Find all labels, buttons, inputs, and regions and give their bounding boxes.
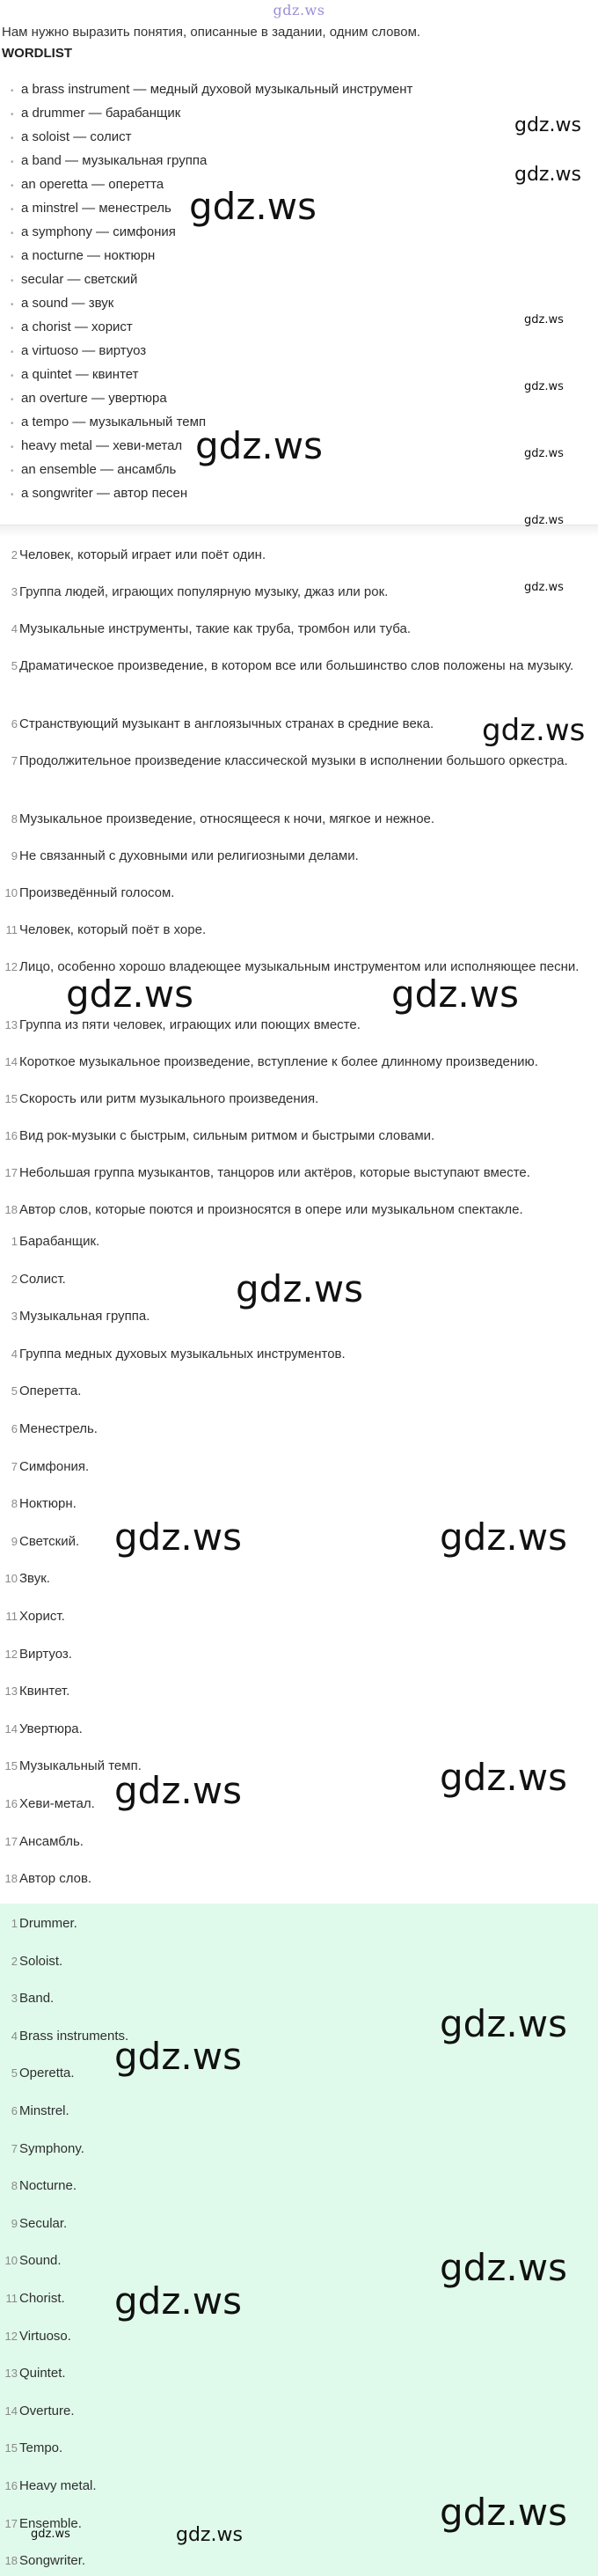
answer-row (0, 1680, 591, 1703)
answer-row (0, 1912, 591, 1935)
answer-row (0, 1643, 591, 1666)
watermark: gdz.ws (391, 972, 519, 1016)
answer-row (0, 1493, 591, 1516)
item-text: Виртуоз. (19, 1646, 72, 1662)
item-number: 2 (11, 1954, 18, 1968)
bullet-icon: • (11, 158, 14, 167)
item-number: 11 (5, 923, 18, 936)
item-number: 17 (4, 2516, 18, 2530)
item-text: Короткое музыкальное произведение, вступление к более длинному произведению. (19, 1054, 538, 1069)
item-text: Музыкальная группа. (19, 1309, 150, 1325)
item-number: 2 (11, 1272, 18, 1286)
watermark: gdz.ws (440, 2246, 567, 2289)
item-number: 1 (11, 1235, 18, 1248)
bullet-icon: • (11, 371, 14, 381)
watermark: gdz.ws (524, 380, 564, 393)
wordlist-item-text: a drummer — барабанщик (21, 106, 181, 121)
wordlist-item-text: a minstrel — менестрель (21, 201, 171, 216)
bullet-icon: • (11, 466, 14, 476)
wordlist-item-text: a soloist — солист (21, 129, 132, 144)
item-text: Вид рок-музыки с быстрым, сильным ритмом и быстрыми словами. (19, 1128, 435, 1143)
item-number: 13 (4, 1018, 18, 1031)
watermark: gdz.ws (31, 2528, 70, 2541)
wordlist-item-text: heavy metal — хеви-метал (21, 438, 183, 453)
wordlist-item (11, 101, 573, 125)
answer-row (0, 2437, 591, 2460)
item-number: 11 (5, 1610, 18, 1623)
answer-row (0, 1230, 591, 1253)
watermark: gdz.ws (440, 1756, 567, 1799)
wordlist-item-text: a band — музыкальная группа (21, 153, 208, 168)
item-text: Симфония. (19, 1458, 90, 1474)
definition-row (0, 1199, 591, 1222)
watermark: gdz.ws (236, 1267, 363, 1310)
wordlist-item-text: a brass instrument — медный духовой музыкальный инструмент (21, 82, 413, 97)
watermark: gdz.ws (524, 581, 564, 594)
task-intro: Нам нужно выразить понятия, описанные в задании, одним словом. (2, 25, 421, 40)
item-number: 16 (4, 2479, 18, 2492)
watermark: gdz.ws (514, 164, 581, 186)
wordlist-item-text: a tempo — музыкальный темп (21, 415, 207, 429)
item-number: 13 (4, 1684, 18, 1699)
item-text: Человек, который поёт в хоре. (19, 922, 207, 937)
bullet-icon: • (11, 490, 14, 500)
watermark: gdz.ws (189, 185, 317, 228)
item-text: Продолжительное произведение классической музыки в исполнении большого оркестра. (19, 753, 568, 768)
item-number: 14 (4, 1721, 18, 1736)
item-text: Soloist. (19, 1953, 63, 1969)
item-number: 1 (11, 1917, 18, 1930)
answer-row (0, 1831, 591, 1853)
item-number: 16 (4, 1797, 18, 1810)
item-text: Звук. (19, 1571, 50, 1587)
item-number: 4 (11, 622, 18, 635)
definition-row (0, 1014, 591, 1037)
answer-row (0, 2100, 591, 2123)
item-text: Ensemble. (19, 2515, 82, 2531)
item-number: 11 (5, 2292, 18, 2305)
item-number: 12 (4, 960, 18, 973)
item-number: 14 (4, 1055, 18, 1068)
item-text: Группа медных духовых музыкальных инструментов. (19, 1346, 346, 1361)
item-text: Overture. (19, 2403, 75, 2418)
answer-row (0, 1418, 591, 1441)
watermark: gdz.ws (114, 2279, 242, 2323)
bullet-icon: • (11, 110, 14, 120)
item-text: Хорист. (19, 1609, 65, 1624)
item-number: 5 (11, 659, 18, 672)
definition-row (0, 618, 591, 641)
item-text: Музыкальный темп. (19, 1758, 142, 1774)
wordlist-item (11, 291, 573, 315)
item-number: 7 (11, 754, 18, 767)
wordlist-item-text: a chorist — хорист (21, 319, 133, 334)
item-number: 14 (4, 2404, 18, 2418)
item-text: Группа из пяти человек, играющих или поющих вместе. (19, 1017, 361, 1032)
item-number: 15 (4, 2441, 18, 2455)
item-text: Quintet. (19, 2366, 66, 2382)
item-text: Tempo. (19, 2440, 63, 2456)
bullet-icon: • (11, 419, 14, 429)
item-text: Странствующий музыкант в англоязычных странах в средние века. (19, 716, 434, 731)
wordlist-item-text: a nocturne — ноктюрн (21, 248, 156, 263)
watermark: gdz.ws (114, 2035, 242, 2078)
definition-row (0, 845, 591, 868)
item-number: 8 (11, 812, 18, 826)
item-text: Не связанный с духовными или религиозными делами. (19, 848, 359, 863)
item-number: 4 (11, 1347, 18, 1361)
item-text: Группа людей, играющих популярную музыку, джаз или рок. (19, 584, 389, 599)
answer-row (0, 1380, 591, 1403)
item-text: Оперетта. (19, 1383, 82, 1399)
item-text: Человек, который играет или поёт один. (19, 547, 266, 562)
wordlist-item (11, 77, 573, 101)
item-number: 17 (4, 1834, 18, 1848)
bullet-icon: • (11, 253, 14, 262)
answer-row (0, 1950, 591, 1973)
item-number: 16 (4, 1129, 18, 1142)
item-text: Небольшая группа музыкантов, танцоров или актёров, которые выступают вместе. (19, 1165, 530, 1180)
item-number: 3 (11, 585, 18, 598)
wordlist-item-text: a symphony — симфония (21, 224, 176, 239)
item-number: 10 (4, 2254, 18, 2268)
wordlist-item (11, 339, 573, 363)
definition-row (0, 544, 591, 567)
bullet-icon: • (11, 395, 14, 405)
bullet-icon: • (11, 205, 14, 215)
item-number: 13 (4, 2367, 18, 2381)
wordlist-item (11, 481, 573, 505)
bullet-icon: • (11, 134, 14, 143)
definition-row (0, 1162, 591, 1185)
item-text: Songwriter. (19, 2553, 86, 2569)
item-number: 4 (11, 2029, 18, 2043)
item-number: 17 (4, 1166, 18, 1179)
bullet-icon: • (11, 181, 14, 191)
item-number: 6 (11, 717, 18, 730)
answer-row (0, 2138, 591, 2161)
section-divider (0, 525, 598, 537)
watermark: gdz.ws (114, 1769, 242, 1812)
item-text: Band. (19, 1991, 55, 2007)
item-text: Brass instruments. (19, 2028, 129, 2044)
item-number: 15 (4, 1759, 18, 1773)
item-number: 18 (4, 2554, 18, 2568)
answer-row (0, 2400, 591, 2423)
site-logo: gdz.ws (273, 2, 325, 18)
definition-row (0, 919, 591, 942)
definition-row (0, 1088, 591, 1111)
wordlist-item (11, 125, 573, 149)
item-number: 9 (11, 849, 18, 862)
watermark: gdz.ws (176, 2524, 243, 2546)
wordlist-item-text: an operetta — оперетта (21, 177, 164, 192)
watermark: gdz.ws (514, 114, 581, 136)
definition-row (0, 750, 591, 773)
item-number: 9 (11, 2216, 18, 2230)
item-text: Увертюра. (19, 1721, 83, 1736)
bullet-icon: • (11, 348, 14, 357)
bullet-icon: • (11, 324, 14, 334)
watermark: gdz.ws (195, 424, 323, 467)
wordlist-item-text: a sound — звук (21, 296, 114, 311)
item-number: 8 (11, 2179, 18, 2193)
item-text: Скорость или ритм музыкального произведения. (19, 1091, 319, 1106)
answer-row (0, 2062, 591, 2085)
answer-row (0, 2550, 591, 2572)
item-text: Nocturne. (19, 2178, 77, 2194)
wordlist-item-text: an ensemble — ансамбль (21, 462, 177, 477)
item-text: Virtuoso. (19, 2328, 71, 2344)
wordlist-item-text: a songwriter — автор песен (21, 486, 188, 501)
item-number: 12 (4, 1647, 18, 1661)
item-number: 9 (11, 1534, 18, 1548)
item-number: 8 (11, 1497, 18, 1511)
item-text: Хеви-метал. (19, 1796, 95, 1811)
item-text: Музыкальные инструменты, такие как труба, тромбон или туба. (19, 621, 411, 636)
item-text: Барабанщик. (19, 1234, 100, 1249)
answer-row (0, 2175, 591, 2198)
watermark: gdz.ws (524, 447, 564, 460)
bullet-icon: • (11, 229, 14, 239)
wordlist-item-text: a virtuoso — виртуоз (21, 343, 147, 358)
item-text: Автор слов. (19, 1871, 92, 1887)
watermark: gdz.ws (66, 972, 193, 1016)
item-number: 18 (4, 1203, 18, 1216)
item-text: Менестрель. (19, 1421, 98, 1436)
bullet-icon: • (11, 276, 14, 286)
bullet-icon: • (11, 86, 14, 96)
item-text: Chorist. (19, 2291, 65, 2306)
item-number: 12 (4, 2329, 18, 2343)
item-number: 10 (4, 1572, 18, 1586)
item-number: 7 (11, 1459, 18, 1473)
item-number: 10 (4, 886, 18, 899)
item-text: Secular. (19, 2215, 68, 2231)
item-text: Драматическое произведение, в котором все или большинство слов положены на музыку. (19, 658, 574, 673)
watermark: gdz.ws (524, 514, 564, 527)
bullet-icon: • (11, 300, 14, 310)
answer-row (0, 1718, 591, 1741)
item-text: Ноктюрн. (19, 1496, 77, 1512)
item-text: Лицо, особенно хорошо владеющее музыкальным инструментом или исполняющее песни. (19, 959, 580, 974)
item-number: 7 (11, 2141, 18, 2155)
item-text: Произведённый голосом. (19, 885, 175, 900)
bullet-icon: • (11, 443, 14, 452)
answer-row (0, 1456, 591, 1479)
item-text: Minstrel. (19, 2103, 69, 2118)
item-text: Солист. (19, 1271, 66, 1287)
answer-row (0, 2213, 591, 2235)
item-text: Drummer. (19, 1916, 77, 1931)
item-text: Музыкальное произведение, относящееся к ночи, мягкое и нежное. (19, 811, 435, 826)
item-text: Heavy metal. (19, 2478, 97, 2493)
item-number: 2 (11, 548, 18, 561)
answer-row (0, 1343, 591, 1366)
answer-row (0, 1605, 591, 1628)
item-number: 3 (11, 1310, 18, 1324)
watermark: gdz.ws (440, 1516, 567, 1559)
watermark: gdz.ws (114, 1516, 242, 1559)
definition-row (0, 1051, 591, 1074)
definition-row (0, 1125, 591, 1148)
item-text: Operetta. (19, 2066, 75, 2081)
item-text: Квинтет. (19, 1684, 70, 1699)
definition-row (0, 808, 591, 831)
wordlist-item-text: secular — светский (21, 272, 138, 287)
wordlist-item-text: a quintet — квинтет (21, 367, 139, 382)
wordlist-title: WORDLIST (2, 46, 72, 61)
watermark: gdz.ws (482, 713, 586, 748)
definition-row (0, 882, 591, 905)
watermark: gdz.ws (440, 2491, 567, 2534)
item-number: 15 (4, 1092, 18, 1105)
wordlist-item (11, 363, 573, 386)
wordlist-item (11, 149, 573, 172)
item-number: 6 (11, 2104, 18, 2117)
item-text: Symphony. (19, 2140, 84, 2156)
item-number: 5 (11, 2066, 18, 2081)
answer-row (0, 2362, 591, 2385)
item-number: 6 (11, 1422, 18, 1435)
wordlist-item (11, 386, 573, 410)
wordlist-item (11, 315, 573, 339)
item-number: 5 (11, 1384, 18, 1398)
watermark: gdz.ws (524, 313, 564, 327)
answer-row (0, 2287, 591, 2310)
item-text: Автор слов, которые поются и произносятся в опере или музыкальном спектакле. (19, 1202, 523, 1217)
answer-row (0, 1868, 591, 1890)
item-text: Ансамбль. (19, 1833, 84, 1849)
item-text: Светский. (19, 1533, 80, 1549)
wordlist-item (11, 244, 573, 268)
definition-row (0, 581, 591, 604)
wordlist-item-text: an overture — увертюра (21, 391, 167, 406)
answer-row (0, 2325, 591, 2348)
definition-row (0, 655, 591, 678)
item-text: Sound. (19, 2253, 62, 2269)
answer-row (0, 1567, 591, 1590)
item-number: 3 (11, 1992, 18, 2006)
item-number: 18 (4, 1872, 18, 1886)
wordlist-item (11, 268, 573, 291)
watermark: gdz.ws (440, 2002, 567, 2045)
